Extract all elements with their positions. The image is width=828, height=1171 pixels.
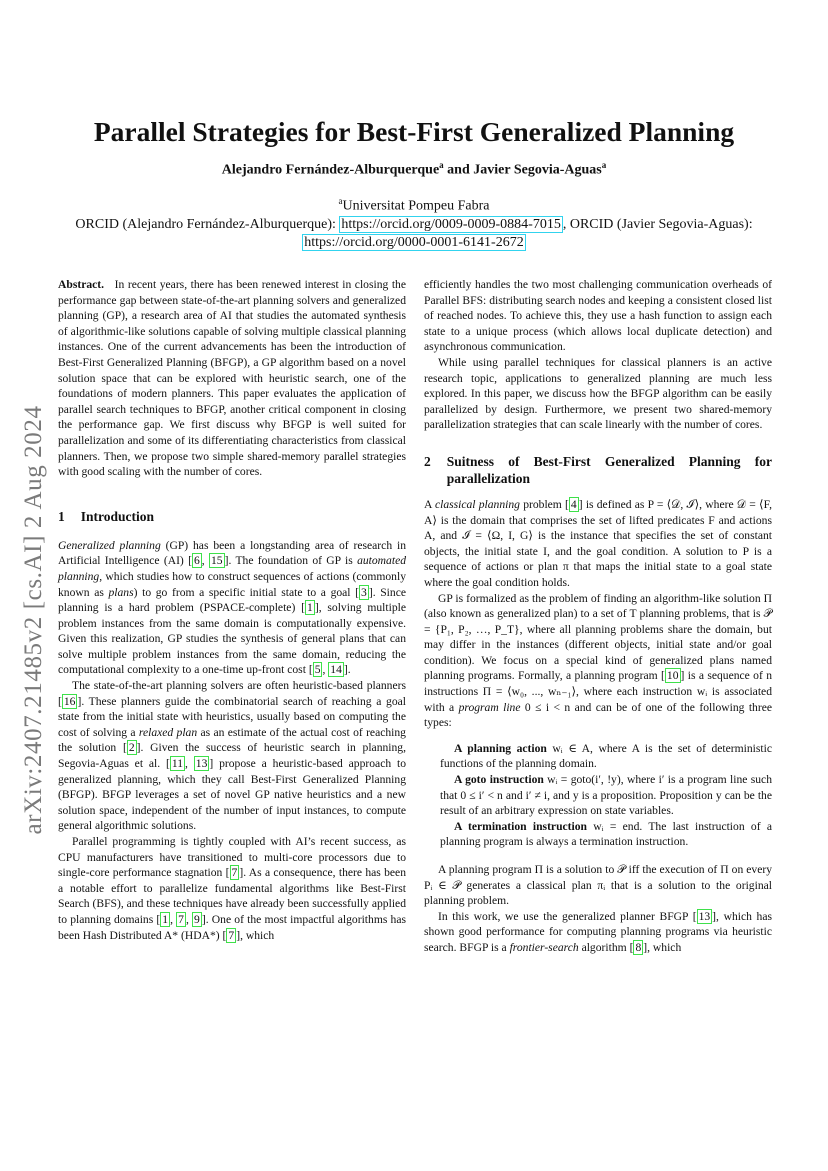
arxiv-identifier: arXiv:2407.21485v2 [cs.AI] 2 Aug 2024 <box>20 405 47 835</box>
citation-link[interactable]: 1 <box>162 912 169 926</box>
author-list: Alejandro Fernández-Alburquerque$^a$ and Javier Segovia-Aguas$^a$ <box>221 160 607 178</box>
section-heading: 2 Suitness of Best-First Generalized Planning for parallelization <box>424 453 772 486</box>
instruction-type-list <box>424 741 772 850</box>
arxiv-sidebar <box>6 370 62 870</box>
left-column <box>58 277 406 943</box>
citation-link[interactable]: 5 <box>314 663 321 677</box>
affiliation-name: Universitat Pompeu Fabra <box>342 198 490 214</box>
orcid-link[interactable]: https://orcid.org/0000-0001-6141-2672 <box>304 234 524 250</box>
author-name: Alejandro Fernández-Alburquerque <box>221 162 440 178</box>
citation-link[interactable]: 10 <box>666 669 679 683</box>
paragraph: The state-of-the-art planning solvers are often heuristic-based planners [ 16 ]. These planners guide the combinatorial search of reaching a goal state from the initial state with heuristics, usually based on computing the cost of solving a relaxed plan as an estimate of the actual cost of reaching the solution [ 2 ]. Given the success of heuristic search in planning, Segovia-Aguas et al. [ 11 , 13 ] propose a heuristic-based approach to generalized planning, which they call Best-First Generalized Planning (BFGP). BFGP leverages a set of novel GP native heuristics and a new solution space, independent of the number of input instances, to compute general algorithmic solutions. <box>58 679 407 833</box>
author-name: Javier Segovia-Aguas <box>473 162 602 178</box>
definition-item: A planning action wᵢ ∈ A, where A is the set of deterministic functions of the planning domain. <box>440 741 772 771</box>
paragraph: A planning program Π is a solution to 𝒫 iff the execution of Π on every Pᵢ ∈ 𝒫 generates a classical plan πᵢ that is a solution to the original planning problem. <box>424 863 772 908</box>
citation-link[interactable]: 1 <box>307 601 313 615</box>
paragraph: GP is formalized as the problem of finding an algorithm-like solution Π (also known as generalized plan) to a set of T planning problems, that is 𝒫 = {P₁, P₂, …, P_T}, where all planning problems share the domain, but may differ in the instances (different objects, initial state and/or goal condition). We focus on a special kind of generalized plans named planning programs. Formally, a planning program [ 10 ] is a sequence of n instructions Π = ⟨w₀, ..., wₙ₋₁⟩, where each instruction wᵢ is associated with a program line 0 ≤ i < n and can be of one of the following three types: <box>424 591 773 730</box>
definition-item: A termination instruction wᵢ = end. The last instruction of a planning program is always a termination instruction. <box>440 819 772 849</box>
citation-link[interactable]: 7 <box>228 928 235 942</box>
orcid-link[interactable]: https://orcid.org/0009-0009-0884-7015 <box>341 216 561 232</box>
citation-link[interactable]: 3 <box>361 585 367 599</box>
paragraph: In this work, we use the generalized planner BFGP [ 13 ], which has shown good performance for computing planning programs via heuristic search. BFGP is a frontier-search algorithm [ 8 ], which <box>424 909 772 954</box>
citation-link[interactable]: 14 <box>330 663 342 677</box>
citation-link[interactable]: 2 <box>128 741 135 755</box>
paragraph: A classical planning problem [ 4 ] is defined as P = ⟨𝒟, ℐ⟩, where 𝒟 = ⟨F, A⟩ is the domain that comprises the set of lifted predicates F and actions A, and ℐ = ⟨Ω, I, G⟩ is the instance that specifies the set of constant objects, the initial state I, and the goal condition. A solution to P is a sequence of actions or plan π that maps the initial state to a goal state where the goal condition holds. <box>424 497 772 589</box>
affiliation-block: $^a$Universitat Pompeu Fabra ORCID (Alejandro Fernández-Alburquerque): https://orcid.org/0009-0009-0884-7015 , ORCID (Javier Segovia-Aguas): https://orcid.org/0000-0001-6141-2672 <box>75 196 753 250</box>
citation-link[interactable]: 8 <box>635 940 642 954</box>
citation-link[interactable]: 11 <box>171 757 184 771</box>
citation-link[interactable]: 15 <box>211 554 223 568</box>
definition-item: A goto instruction wᵢ = goto(i′, !y), where i′ is a program line such that 0 ≤ i′ < n and i′ ≠ i, and y is a proposition. Proposition y can be the result of an arbitrary expression on state variables. <box>440 773 772 818</box>
citation-link[interactable]: 7 <box>231 866 238 880</box>
citation-link[interactable]: 7 <box>178 912 184 926</box>
paragraph: While using parallel techniques for classical planners is an active research topic, applications to generalized planning are much less explored. In this paper, we discuss how the BFGP algorithm can be easily parallelized by design. Furthermore, we present two shared-memory parallelization strategies that can scale linearly with the number of cores. <box>424 355 772 432</box>
paper-title: Parallel Strategies for Best-First Generalized Planning <box>93 116 735 147</box>
citation-link[interactable]: 16 <box>63 694 76 708</box>
paragraph: efficiently handles the two most challenging communication overheads of Parallel BFS: distributing search nodes and keeping a consistent closed list of reached nodes. To achieve this, they use a hash function to assign each state to a unique process (which allows local duplicate detection) and asynchronous communication. <box>424 278 772 354</box>
citation-link[interactable]: 6 <box>193 554 200 568</box>
citation-link[interactable]: 9 <box>194 912 200 926</box>
paragraph: Parallel programming is tightly coupled with AI’s recent success, as CPU manufacturers have transitioned to multi-core processors due to single-core performance stagnation [ 7 ]. As a consequence, there has been a notable effort to parallelize fundamental algorithms like Best-First Search (BFS), and these techniques have already been successfully applied to planning domains [ 1 , 7 , 9 ]. One of the most impactful algorithms has been Hash Distributed A* (HDA*) [ 7 ], which <box>58 835 406 942</box>
citation-link[interactable]: 13 <box>195 757 208 771</box>
abstract: Abstract. In recent years, there has been renewed interest in closing the performance gap between state-of-the-art planning solvers and generalized planning (GP), a research area of AI that studies the automated synthesis of algorithmic-like solutions capable of solving multiple classical planning instances. One of the current advancements has been the introduction of Best-First Generalized Planning (BFGP), a GP algorithm based on a novel solution space that can be explored with heuristic search, one of the foundations of modern planners. This paper evaluates the application of parallel search techniques to BFGP, another critical component in closing the performance gap. We first discuss why BFGP is well suited for parallelization and some of its differentiating characteristics from classical planners. Then, we propose two simple shared-memory parallel strategies with good scaling with the number of cores. <box>58 278 406 479</box>
citation-link[interactable]: 13 <box>698 909 711 923</box>
citation-link[interactable]: 4 <box>570 497 577 511</box>
paragraph: Generalized planning (GP) has been a longstanding area of research in Artificial Intelligence (AI) [ 6 , 15 ]. The foundation of GP is automated planning, which studies how to construct sequences of actions (commonly known as plans) to go from a specific initial state to a goal [ 3 ]. Since planning is a hard problem (PSPACE-complete) [ 1 ], solving multiple problem instances from the same domain is computationally expensive. Given this realization, GP studies the synthesis of general plans that can solve multiple problem instances from the same domain, reducing the computational complexity to a one-time up-front cost [ 5 , 14 ]. <box>58 538 407 677</box>
section-heading: 1 Introduction <box>58 508 155 524</box>
right-column <box>424 277 772 956</box>
